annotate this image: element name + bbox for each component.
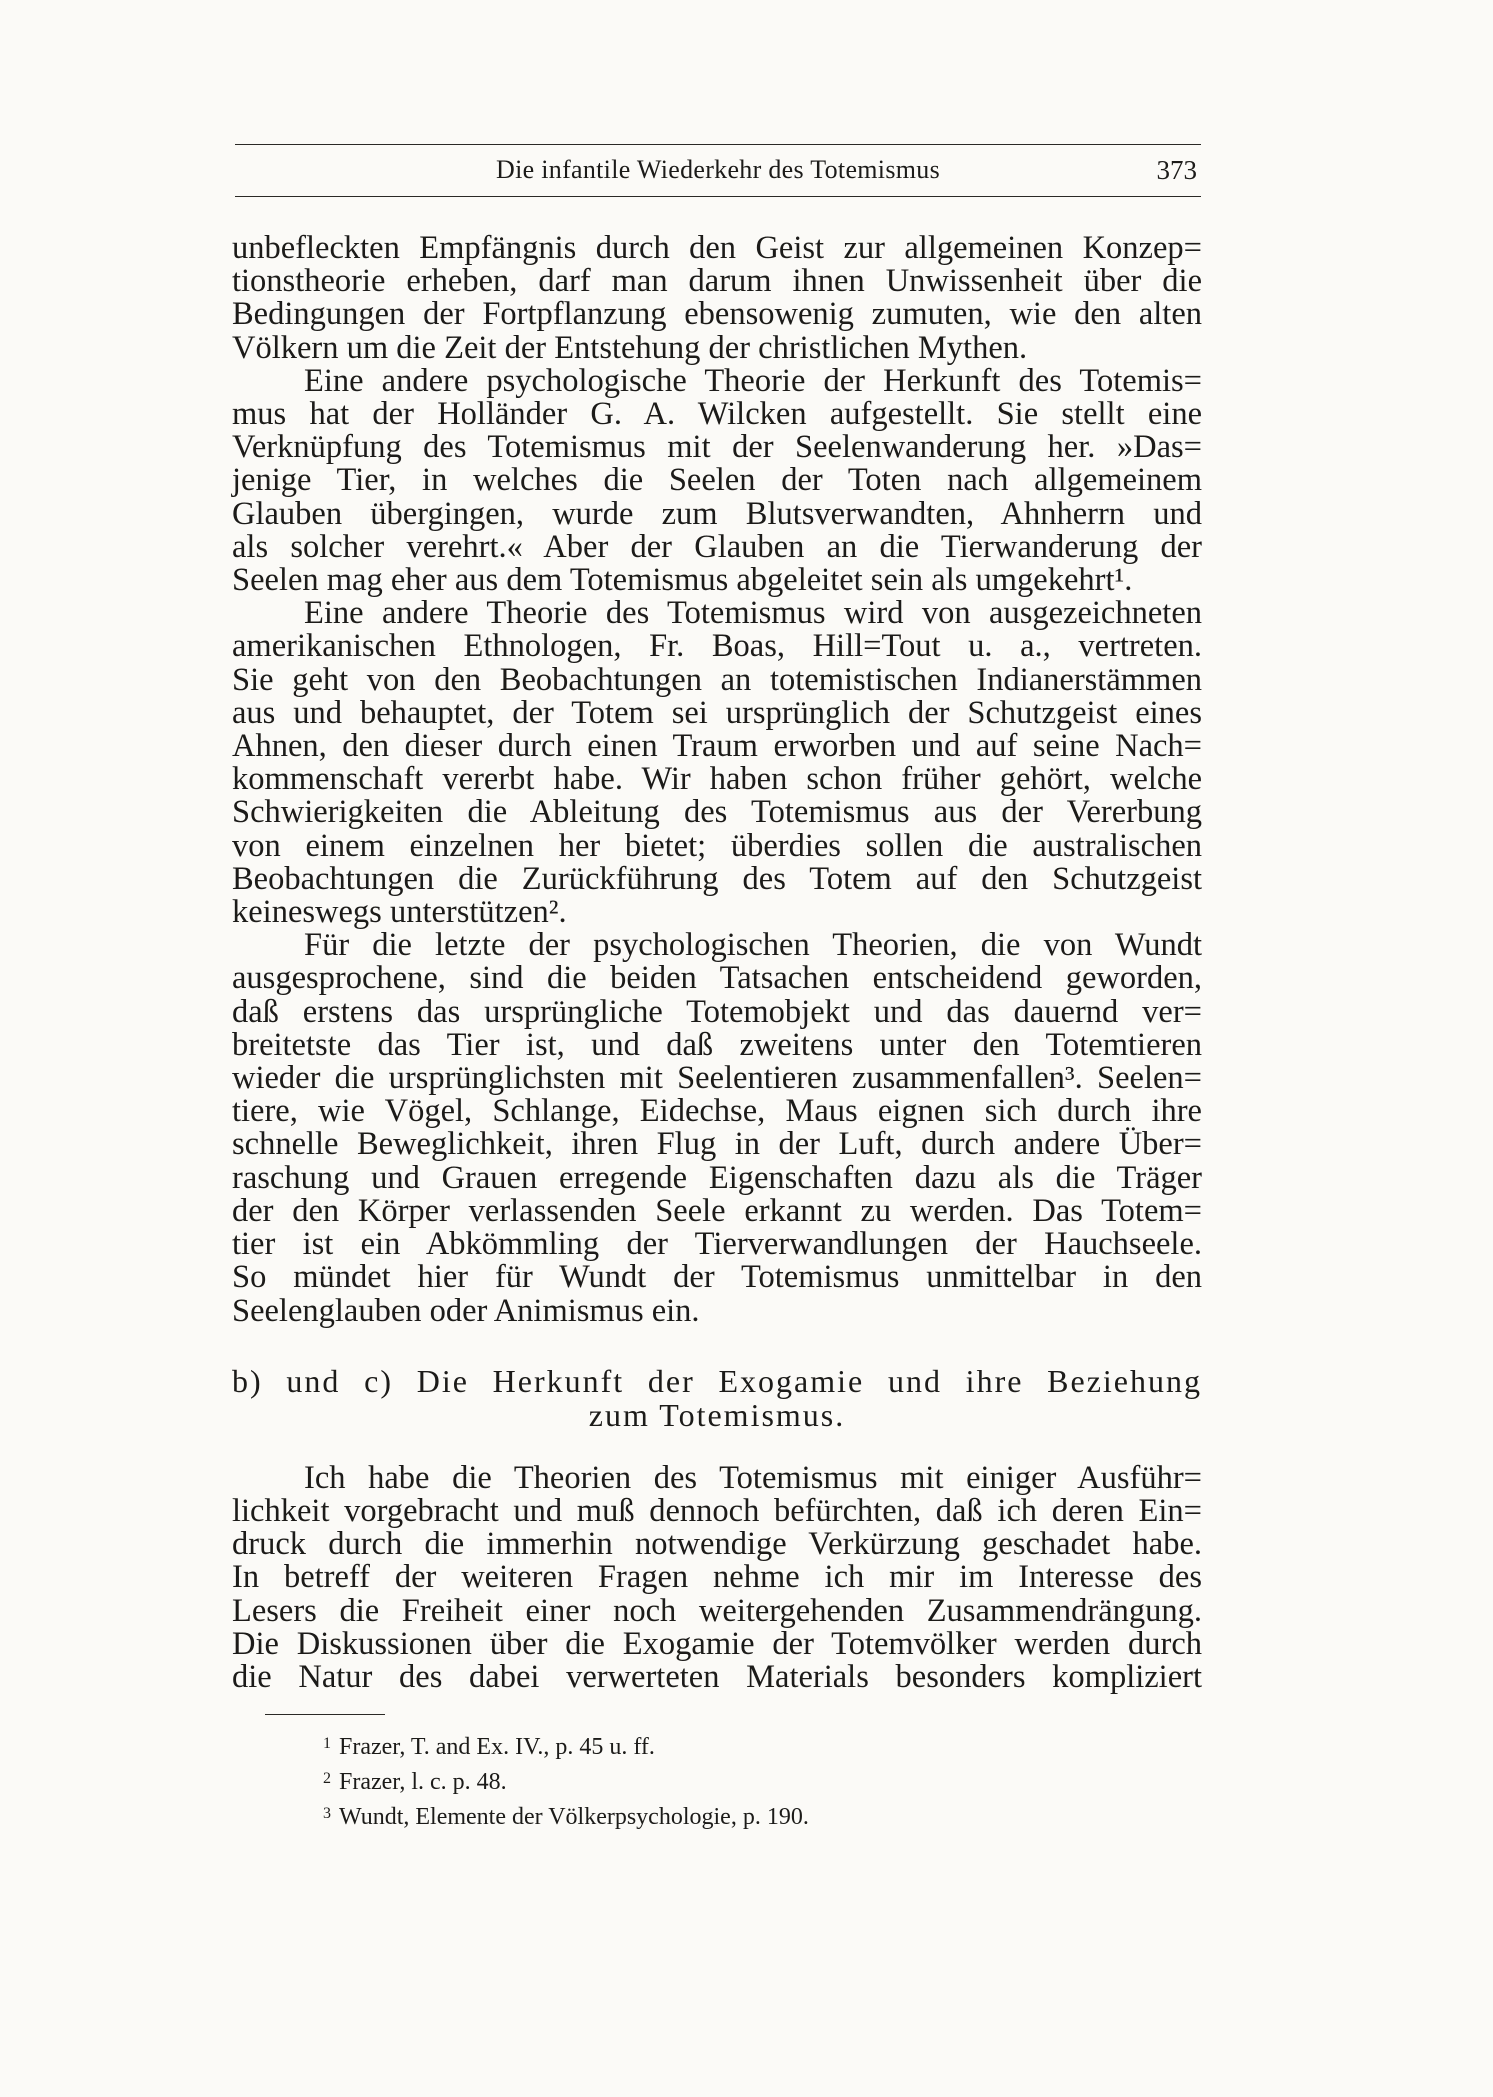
paragraph-2 — [232, 362, 1202, 599]
page-number: 373 — [1156, 155, 1197, 185]
text-line: Für die letzte der psychologischen Theorien, die von Wundt — [304, 927, 1202, 964]
paragraph-3 — [232, 597, 1202, 929]
text-line: unbefleckten Empfängnis durch den Geist zur allgemeinen Konzep= — [232, 230, 1202, 266]
footnote-text: Wundt, Elemente der Völkerpsychologie, p. 190. — [339, 1804, 809, 1830]
text-line: Seelenglauben oder Animismus ein. — [232, 1292, 700, 1329]
text-line: Seelen mag eher aus dem Totemismus abgeleitet sein als umgekehrt¹. — [232, 562, 1133, 599]
text-line: als solcher verehrt.« Aber der Glauben an die Tierwanderung der — [232, 528, 1202, 565]
footnote-text: Frazer, T. and Ex. IV., p. 45 u. ff. — [339, 1734, 655, 1760]
text-line: Schwierigkeiten die Ableitung des Totemismus aus der Vererbung — [232, 794, 1202, 831]
text-line: druck durch die immerhin notwendige Verkürzung geschadet habe. — [232, 1526, 1202, 1563]
text-line: Eine andere Theorie des Totemismus wird von ausgezeichneten — [304, 595, 1202, 632]
text-line: wieder die ursprünglichsten mit Seelentieren zusammenfallen³. Seelen= — [232, 1060, 1202, 1097]
footnote-mark: 1 — [323, 1735, 331, 1752]
footnotes — [323, 1728, 1023, 1833]
footnote-text: Frazer, l. c. p. 48. — [339, 1769, 507, 1795]
text-line: tiere, wie Vögel, Schlange, Eidechse, Maus eignen sich durch ihre — [232, 1093, 1202, 1130]
text-line: der den Körper verlassenden Seele erkannt zu werden. Das Totem= — [232, 1192, 1202, 1229]
section-heading-line-1: b) und c) Die Herkunft der Exogamie und ihre Beziehung — [232, 1362, 1202, 1399]
footnote-3 — [323, 1798, 1023, 1833]
text-line: ausgesprochene, sind die beiden Tatsachen entscheidend geworden, — [232, 960, 1202, 997]
text-line: lichkeit vorgebracht und muß dennoch befürchten, daß ich deren Ein= — [232, 1492, 1202, 1529]
text-line: Verknüpfung des Totemismus mit der Seelenwanderung her. »Das= — [232, 429, 1202, 466]
text-line: von einem einzelnen her bietet; überdies sollen die australischen — [232, 827, 1202, 864]
text-line: Eine andere psychologische Theorie der Herkunft des Totemis= — [304, 362, 1202, 399]
text-line: Die Diskussionen über die Exogamie der Totemvölker werden durch — [232, 1625, 1202, 1662]
header-rule-bottom — [235, 196, 1201, 197]
text-line: tier ist ein Abkömmling der Tierverwandlungen der Hauchseele. — [232, 1226, 1202, 1263]
text-line: breitetste das Tier ist, und daß zweitens unter den Totemtieren — [232, 1026, 1202, 1063]
text-line: aus und behauptet, der Totem sei ursprünglich der Schutzgeist eines — [232, 694, 1202, 731]
running-title: Die infantile Wiederkehr des Totemismus — [496, 155, 940, 184]
text-line: daß erstens das ursprüngliche Totemobjekt und das dauernd ver= — [232, 993, 1202, 1030]
text-line: Völkern um die Zeit der Entstehung der christlichen Mythen. — [232, 329, 1028, 366]
text-line: Glauben übergingen, wurde zum Blutsverwandten, Ahnherrn und — [232, 495, 1202, 532]
footnote-mark: 3 — [323, 1805, 331, 1822]
text-line: die Natur des dabei verwerteten Materials besonders kompliziert — [232, 1658, 1202, 1695]
footnote-mark: 2 — [323, 1770, 331, 1787]
text-line: kommenschaft vererbt habe. Wir haben schon früher gehört, welche — [232, 761, 1202, 798]
footnote-rule — [265, 1714, 385, 1715]
text-line: Bedingungen der Fortpflanzung ebensowenig zumuten, wie den alten — [232, 296, 1202, 333]
text-line: mus hat der Holländer G. A. Wilcken aufgestellt. Sie stellt eine — [232, 396, 1202, 433]
section-heading-line-2: zum Totemismus. — [588, 1396, 846, 1433]
text-line: Ich habe die Theorien des Totemismus mit einiger Ausführ= — [304, 1459, 1202, 1496]
section-heading — [232, 1364, 1202, 1432]
text-line: So mündet hier für Wundt der Totemismus unmittelbar in den — [232, 1259, 1202, 1296]
text-line: jenige Tier, in welches die Seelen der Toten nach allgemeinem — [232, 462, 1202, 499]
text-line: Ahnen, den dieser durch einen Traum erworben und auf seine Nach= — [232, 728, 1202, 765]
text-line: Lesers die Freiheit einer noch weitergehenden Zusammendrängung. — [232, 1592, 1202, 1629]
text-line: raschung und Grauen erregende Eigenschaften dazu als die Träger — [232, 1159, 1202, 1196]
header-rule-top — [235, 144, 1201, 145]
text-line: Sie geht von den Beobachtungen an totemistischen Indianerstämmen — [232, 661, 1202, 698]
footnote-2 — [323, 1763, 1023, 1798]
running-header — [235, 150, 1201, 190]
text-line: schnelle Beweglichkeit, ihren Flug in der Luft, durch andere Über= — [232, 1126, 1202, 1163]
text-line: In betreff der weiteren Fragen nehme ich mir im Interesse des — [232, 1559, 1202, 1596]
paragraph-5 — [232, 1459, 1202, 1695]
paragraph-1 — [232, 232, 1202, 365]
text-line: Beobachtungen die Zurückführung des Totem auf den Schutzgeist — [232, 860, 1202, 897]
page-body — [232, 232, 1202, 1694]
footnote-1 — [323, 1728, 1023, 1763]
paragraph-4 — [232, 929, 1202, 1327]
text-line: tionstheorie erheben, darf man darum ihnen Unwissenheit über die — [232, 263, 1202, 300]
text-line: keineswegs unterstützen². — [232, 894, 567, 931]
text-line: amerikanischen Ethnologen, Fr. Boas, Hill=Tout u. a., vertreten. — [232, 628, 1202, 665]
